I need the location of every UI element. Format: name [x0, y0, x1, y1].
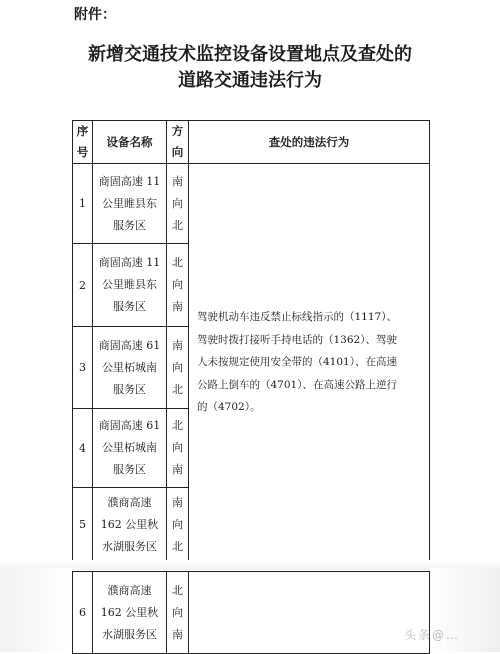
name-line: 162 公里秋	[100, 517, 159, 531]
watermark: 头条@…	[404, 628, 461, 642]
direction-char: 南	[172, 495, 183, 509]
direction-char: 南	[172, 627, 183, 641]
name-line: 濮商高速	[107, 495, 152, 509]
header-seq	[73, 121, 93, 164]
direction-char: 北	[172, 583, 183, 597]
direction-char: 南	[172, 300, 183, 313]
direction-char: 向	[172, 196, 183, 210]
name-line: 162 公里秋	[100, 605, 159, 619]
row-seq: 6	[73, 572, 93, 654]
violation-line: 的（4702）。	[197, 401, 261, 414]
row-device-name	[93, 488, 167, 562]
violation-line: 人未按规定使用安全带的（4101）、在高速	[197, 356, 397, 369]
name-line: 商固高速 11	[98, 174, 161, 188]
name-line: 服务区	[113, 300, 146, 313]
title-line-2: 道路交通违法行为	[178, 70, 322, 91]
page-edge-left	[0, 568, 72, 652]
row-device-name	[93, 327, 167, 409]
header-direction-char-2: 向	[171, 145, 184, 159]
direction-char: 北	[172, 382, 183, 396]
row-device-name	[93, 409, 167, 488]
header-device-name: 设备名称	[93, 121, 167, 164]
name-line: 公里柘城南	[102, 360, 157, 374]
name-line: 商固高速 11	[98, 256, 161, 269]
name-line: 服务区	[113, 218, 146, 232]
header-direction-char-1: 方	[171, 124, 184, 138]
row-seq: 1	[73, 164, 93, 244]
row-direction	[167, 164, 189, 244]
violation-line: 驾驶时拨打接听手持电话的（1362）、驾驶	[197, 333, 397, 346]
row-seq: 5	[73, 488, 93, 562]
name-line: 商固高速 61	[98, 419, 161, 432]
name-line: 公里柘城南	[102, 441, 157, 454]
table-row	[73, 164, 430, 244]
name-line: 服务区	[113, 463, 146, 476]
direction-char: 北	[172, 539, 183, 553]
direction-char: 向	[172, 278, 183, 291]
name-line: 公里睢县东	[102, 278, 157, 291]
row-direction	[167, 488, 189, 562]
name-line: 水湖服务区	[102, 539, 157, 553]
row-direction	[167, 244, 189, 327]
direction-char: 向	[172, 517, 183, 531]
header-direction	[167, 121, 189, 164]
row-direction	[167, 327, 189, 409]
row-device-name	[93, 572, 167, 654]
name-line: 公里睢县东	[102, 196, 157, 210]
violations-cell-continued	[189, 572, 430, 654]
device-table	[72, 120, 430, 562]
row-device-name	[93, 164, 167, 244]
direction-char: 北	[172, 256, 183, 269]
direction-char: 向	[172, 441, 183, 454]
name-line: 商固高速 61	[98, 338, 161, 352]
page-break-shadow	[0, 560, 500, 570]
direction-char: 南	[172, 463, 183, 476]
row-seq: 3	[73, 327, 93, 409]
direction-char: 南	[172, 174, 183, 188]
row-device-name	[93, 244, 167, 327]
direction-char: 向	[172, 605, 183, 619]
attachment-label: 附件：	[74, 7, 116, 23]
violations-cell	[189, 164, 430, 562]
row-direction	[167, 409, 189, 488]
device-table-continued	[72, 571, 430, 654]
direction-char: 向	[172, 360, 183, 374]
direction-char: 北	[172, 419, 183, 432]
direction-char: 南	[172, 338, 183, 352]
table-row	[73, 572, 430, 654]
header-violations: 查处的违法行为	[189, 121, 430, 164]
row-direction	[167, 572, 189, 654]
violation-line: 公路上倒车的（4701）、在高速公路上逆行	[197, 378, 397, 391]
name-line: 水湖服务区	[102, 627, 157, 641]
name-line: 濮商高速	[107, 583, 152, 597]
table-header-row	[73, 121, 430, 164]
document-title	[0, 42, 500, 94]
header-seq-char-2: 号	[76, 145, 89, 159]
violation-line: 驾驶机动车违反禁止标线指示的（1117）、	[197, 311, 397, 324]
row-seq: 2	[73, 244, 93, 327]
direction-char: 北	[172, 218, 183, 232]
name-line: 服务区	[113, 382, 146, 396]
row-seq: 4	[73, 409, 93, 488]
header-seq-char-1: 序	[76, 124, 89, 138]
title-line-1: 新增交通技术监控设备设置地点及查处的	[88, 44, 412, 65]
